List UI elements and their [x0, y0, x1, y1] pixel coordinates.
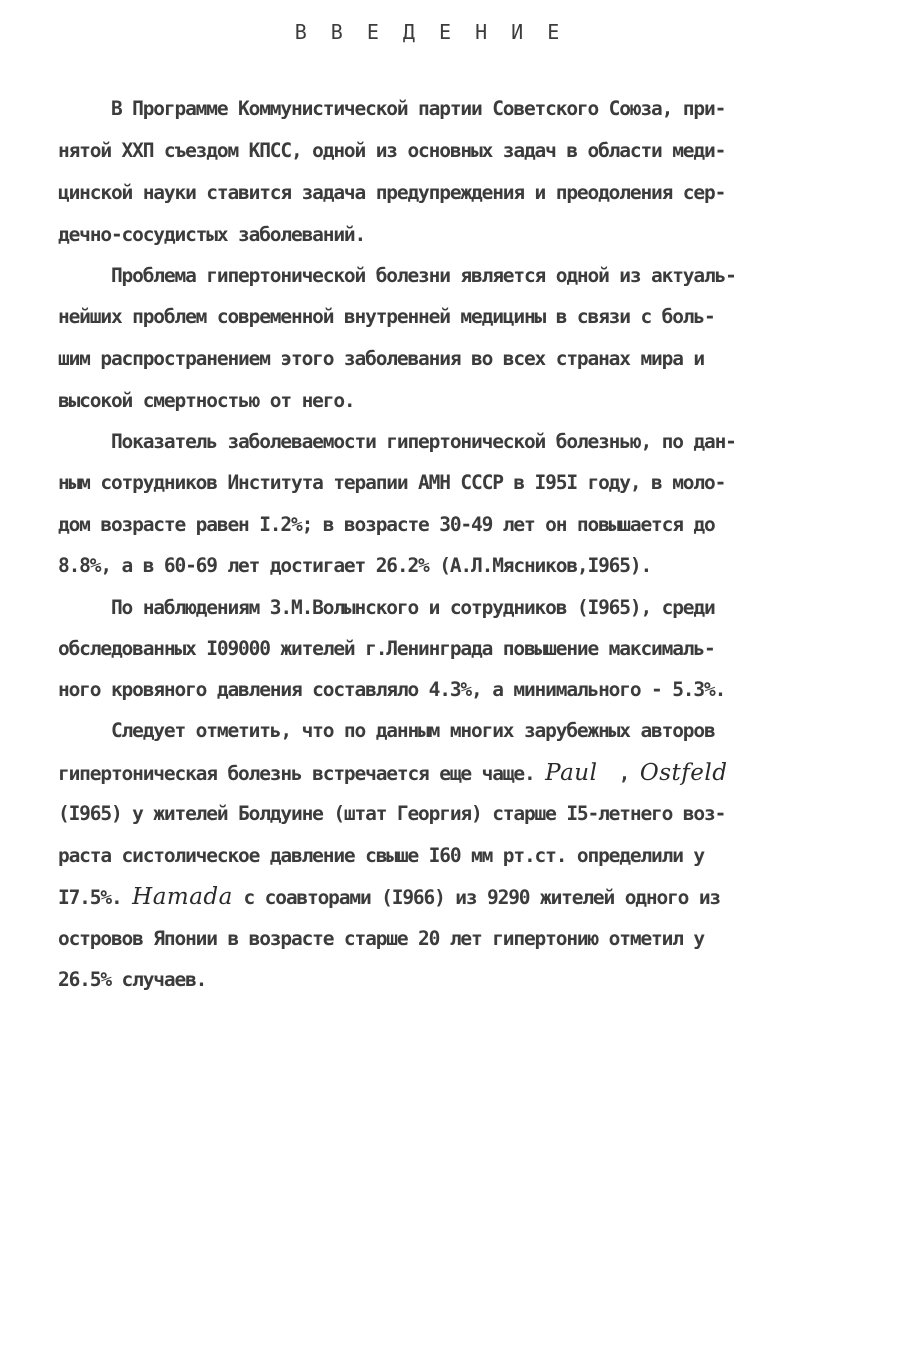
handwritten-name: Hamada [132, 884, 233, 910]
typed-text: гипертоническая болезнь встречается еще чаще. [58, 762, 546, 785]
typed-text: с соавторами (I966) из 9290 жителей одного из [232, 886, 721, 909]
text-line: 26.5% случаев. [58, 968, 207, 991]
text-line: Следует отметить, что по данным многих зарубежных авторов [58, 719, 715, 742]
text-line: высокой смертностью от него. [58, 389, 355, 412]
handwritten-name: Paul [545, 760, 598, 786]
text-line: раста систолическое давление свыше I60 мм рт.ст. определили у [58, 844, 704, 867]
text-line: Проблема гипертонической болезни является одной из актуаль- [58, 264, 736, 287]
text-line: По наблюдениям З.М.Волынского и сотрудников (I965), среди [58, 596, 715, 619]
handwritten-name: Ostfeld [639, 760, 728, 786]
text-line: (I965) у жителей Болдуине (штат Георгия) старше I5-летнего воз- [58, 802, 726, 825]
text-line: 8.8%, а в 60-69 лет достигает 26.2% (А.Л.Мясников,I965). [58, 554, 652, 577]
text-line: ным сотрудников Института терапии АМН СССР в I95I году, в моло- [58, 471, 726, 494]
text-line: дом возрасте равен I.2%; в возрасте 30-49 лет он повышается до [58, 513, 715, 536]
text-line: шим распространением этого заболевания во всех странах мира и [58, 347, 704, 370]
text-line: цинской науки ставится задача предупреждения и преодоления сер- [58, 181, 726, 204]
text-line: Показатель заболеваемости гипертонической болезнью, по дан- [58, 430, 736, 453]
page-heading: В В Е Д Е Н И Е [294, 20, 566, 44]
typed-text: , [597, 762, 640, 785]
text-line: островов Японии в возрасте старше 20 лет гипертонию отметил у [58, 927, 704, 950]
text-line: ного кровяного давления составляло 4.3%, а минимального - 5.3%. [58, 678, 726, 701]
text-line: обследованных I09000 жителей г.Ленинграда повышение максималь- [58, 637, 715, 660]
text-line-with-handwriting [58, 758, 727, 788]
text-line: нятой ХХП съездом КПСС, одной из основных задач в области меди- [58, 139, 726, 162]
text-line: В Программе Коммунистической партии Советского Союза, при- [58, 97, 726, 120]
text-line: нейших проблем современной внутренней медицины в связи с боль- [58, 305, 715, 328]
typed-text: I7.5%. [58, 886, 133, 909]
text-line: дечно-сосудистых заболеваний. [58, 223, 366, 246]
text-line-with-handwriting [58, 882, 720, 912]
